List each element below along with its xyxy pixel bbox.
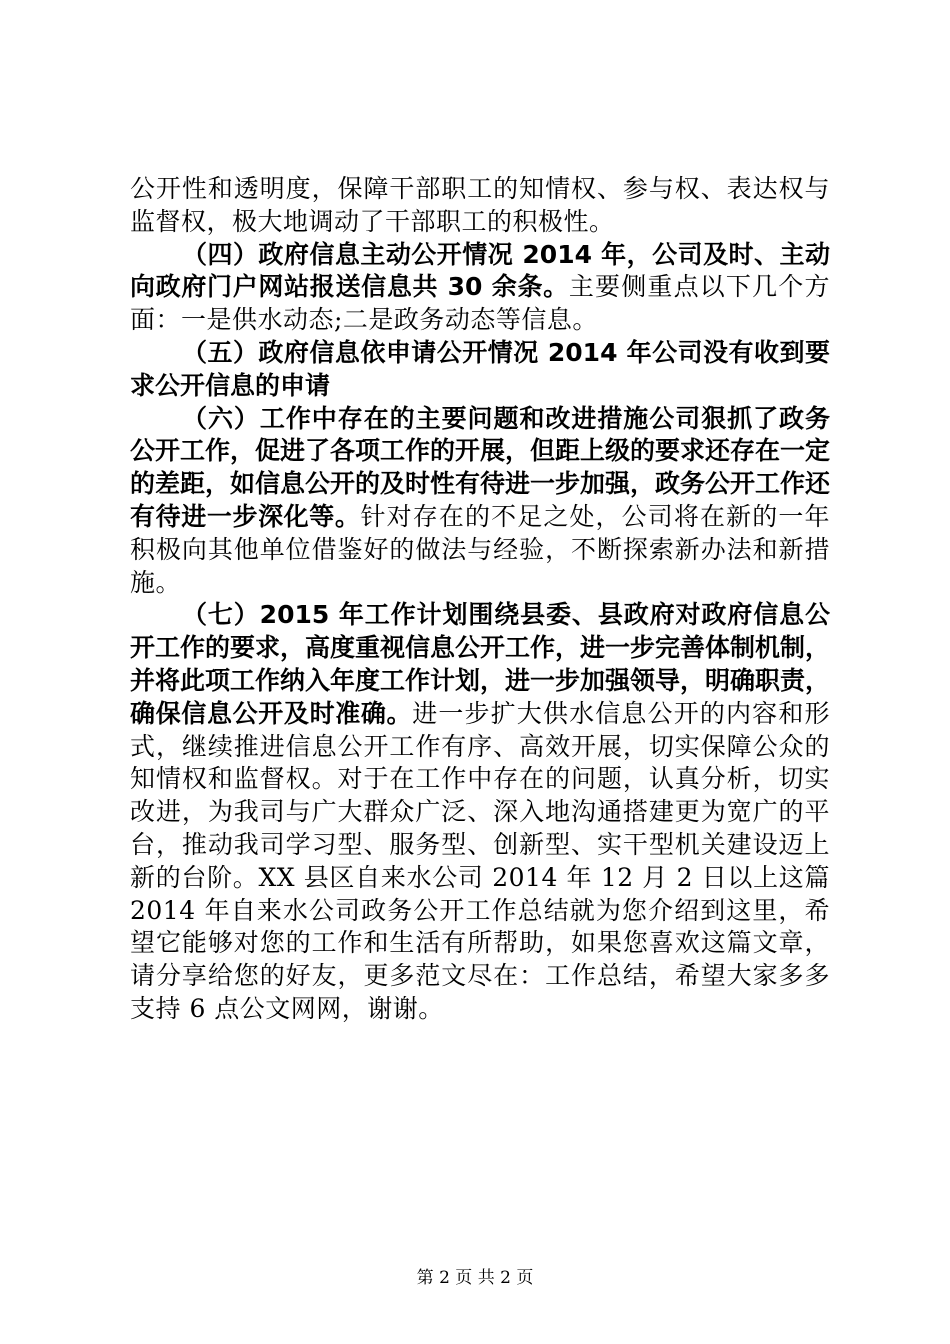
page-number-footer: 第 2 页 共 2 页 bbox=[416, 1268, 534, 1288]
document-body bbox=[130, 173, 830, 1026]
paragraph-lead: （六）工作中存在的主要问题和改进措施公司狠抓了政务公开工作，促进了各项工作的开展，但距上级的要求还存在一定的差距，如信息公开的及时性有待进一步加强，政务公开工作还有待进一步深化等。 bbox=[130, 403, 831, 531]
paragraph-text: 主要侧重点以下几个方面：一是供水动态;二是政务动态等信息。 bbox=[130, 272, 830, 335]
paragraph-text: 针对存在的不足之处，公司将在新的一年积极向其他单位借鉴好的做法与经验，不断探索新办法和新措施。 bbox=[130, 501, 830, 597]
paragraph-lead: （四）政府信息主动公开情况 2014 年，公司及时、主动向政府门户网站报送信息共 30 余条。 bbox=[130, 239, 830, 302]
paragraph-section-7 bbox=[130, 599, 830, 1025]
paragraph-section-6 bbox=[130, 403, 830, 600]
paragraph-continuation bbox=[130, 173, 830, 239]
paragraph-lead: （七）2015 年工作计划围绕县委、县政府对政府信息公开工作的要求，高度重视信息公开工作，进一步完善体制机制，并将此项工作纳入年度工作计划，进一步加强领导，明确职责，确保信息公开及时准确。 bbox=[130, 600, 831, 728]
paragraph-section-4 bbox=[130, 239, 830, 337]
paragraph-text: 公开性和透明度，保障干部职工的知情权、参与权、表达权与监督权，极大地调动了干部职工的积极性。 bbox=[130, 174, 830, 236]
paragraph-lead: （五）政府信息依申请公开情况 2014 年公司没有收到要求公开信息的申请 bbox=[130, 337, 830, 400]
paragraph-text: 进一步扩大供水信息公开的内容和形式，继续推进信息公开工作有序、高效开展，切实保障公众的知情权和监督权。对于在工作中存在的问题，认真分析，切实改进，为我司与广大群众广泛、深入地沟通搭建更为宽广的平台，推动我司学习型、服务型、创新型、实干型机关建设迈上新的台阶。XX 县区自来水公司 2014 年 12 月 2 日以上这篇 2014 年自来水公司政务公开工作总结就为您介绍到这里，希望它能够对您的工作和生活有所帮助，如果您喜欢这篇文章，请分享给您的好友，更多范文尽在：工作总结，希望大家多多支持 6 点公文网网，谢谢。 bbox=[130, 698, 830, 1023]
paragraph-section-5 bbox=[130, 337, 830, 403]
